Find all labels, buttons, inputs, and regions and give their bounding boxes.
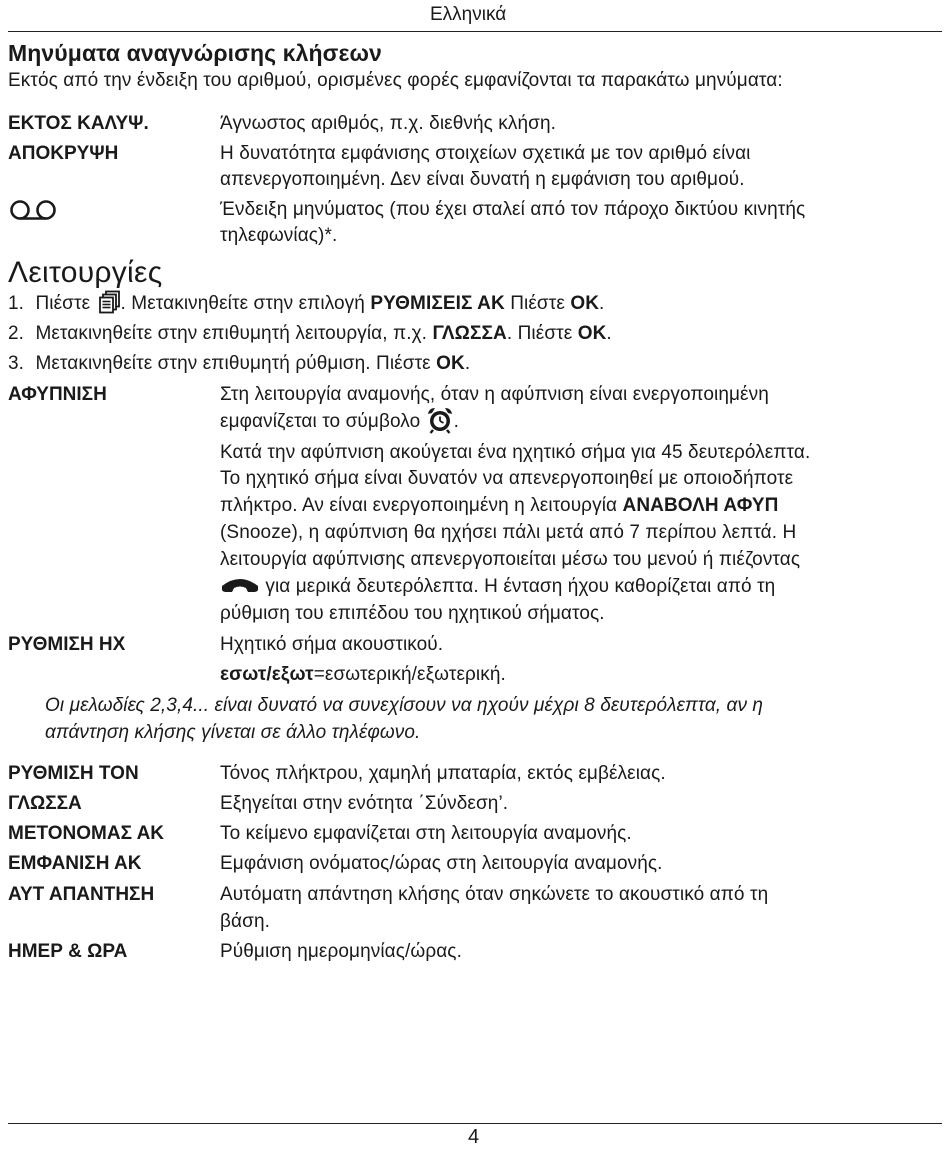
caller-msgs-intro: Εκτός από την ένδειξη του αριθμού, ορισμένες φορές εμφανίζονται τα παρακάτω μηνύματα: [8,70,783,91]
term-alarm: ΑΦΥΠΝΙΣΗ [8,384,107,405]
desc-rename: Το κείμενο εμφανίζεται στη λειτουργία αναμονής. [220,823,632,844]
step-1-post: Πιέστε [510,293,565,314]
term-display: ΕΜΦΑΝΙΣΗ ΑΚ [8,853,142,874]
alarm-line5-pre: πλήκτρο. Αν είναι ενεργοποιημένη η λειτουργία [220,495,618,516]
voicemail-icon [8,198,60,222]
header-rule [8,31,942,32]
menu-icon [99,290,121,314]
page-number: 4 [468,1126,480,1148]
caller-msgs-title: Μηνύματα αναγνώρισης κλήσεων [8,40,382,66]
desc-date-time: Ρύθμιση ημερομηνίας/ώρας. [220,941,462,962]
alarm-line3: Κατά την αφύπνιση ακούγεται ένα ηχητικό σήμα για 45 δευτερόλεπτα. [220,442,811,463]
alarm-line8 [220,575,775,599]
functions-title: Λειτουργίες [8,256,163,289]
step-2-end: . [606,323,612,344]
alarm-line6: (Snooze), η αφύπνιση θα ηχήσει πάλι μετά από 7 περίπου λεπτά. Η [220,522,797,543]
step-3-ok: OK [436,353,465,374]
desc-withheld-line2: απενεργοποιημένη. Δεν είναι δυνατή η εμφάνιση του αριθμού. [220,169,745,190]
desc-voicemail-line1: Ένδειξη μηνύματος (που έχει σταλεί από τον πάροχο δικτύου κινητής [220,199,806,220]
term-out-of-area: ΕΚΤΟΣ ΚΑΛΥΨ. [8,113,149,134]
note-line1: Οι μελωδίες 2,3,4... είναι δυνατό να συνεχίσουν να ηχούν μέχρι 8 δευτερόλεπτα, αν η [45,695,764,716]
voicemail-term [8,198,60,222]
end-call-icon [220,574,260,596]
ring-line2 [220,663,506,687]
alarm-line8-post: για μερικά δευτερόλεπτα. Η ένταση ήχου καθορίζεται από τη [260,576,776,597]
alarm-line2-post: . [453,411,460,433]
step-2-number: 2. [8,323,25,344]
desc-display: Εμφάνιση ονόματος/ώρας στη λειτουργία αναμονής. [220,853,663,874]
term-rename: ΜΕΤΟΝΟΜΑΣ ΑΚ [8,823,165,844]
desc-withheld-line1: Η δυνατότητα εμφάνισης στοιχείων σχετικά με τον αριθμό είναι [220,143,751,164]
step-2-post: . Πιέστε [506,323,573,344]
step-3-number: 3. [8,353,25,374]
term-date-time: ΗΜΕΡ & ΩΡΑ [8,941,128,962]
step-2 [8,322,612,346]
note-line2: απάντηση κλήσης γίνεται σε άλλο τηλέφωνο. [45,722,421,743]
desc-auto-answer-line2: βάση. [220,911,270,932]
alarm-clock-icon [426,406,454,434]
term-withheld: ΑΠΟΚΡΥΨΗ [8,143,119,164]
step-1-ok: OK [570,293,600,314]
step-3 [8,352,470,376]
alarm-line4: Το ηχητικό σήμα είναι δυνατόν να απενεργοποιηθεί με οποιοδήποτε [220,468,794,489]
header-language: Ελληνικά [430,4,507,25]
step-1-option: ΡΥΘΜΙΣΕΙΣ ΑΚ [370,293,505,314]
term-ring: ΡΥΘΜΙΣΗ ΗΧ [8,634,126,655]
desc-out-of-area: Άγνωστος αριθμός, π.χ. διεθνής κλήση. [220,113,557,134]
term-auto-answer: ΑΥΤ ΑΠΑΝΤΗΣΗ [8,884,155,905]
alarm-line1: Στη λειτουργία αναμονής, όταν η αφύπνιση είναι ενεργοποιημένη [220,384,769,405]
desc-language: Εξηγείται στην ενότητα ΄Σύνδεση’. [220,793,509,814]
term-language: ΓΛΩΣΣΑ [8,793,82,814]
step-2-pre: Μετακινηθείτε στην επιθυμητή λειτουργία, π.χ. [35,323,428,344]
step-2-option: ΓΛΩΣΣΑ [432,323,507,344]
step-1 [8,292,604,316]
footer-rule [8,1123,942,1124]
step-1-pre: Πιέστε [35,293,91,314]
alarm-line2-pre: εμφανίζεται το σύμβολο [220,411,421,433]
step-2-ok: OK [577,323,607,344]
desc-key-tone: Τόνος πλήκτρου, χαμηλή μπαταρία, εκτός εμβέλειας. [220,763,666,784]
desc-auto-answer-line1: Αυτόματη απάντηση κλήσης όταν σηκώνετε το ακουστικό από τη [220,884,769,905]
step-3-end: . [464,353,471,374]
alarm-snooze-option: ΑΝΑΒΟΛΗ ΑΦΥΠ [622,495,779,516]
ring-int-ext: εσωτ/εξωτ [220,664,314,685]
step-1-mid: . Μετακινηθείτε στην επιλογή [120,293,365,314]
alarm-line5 [220,494,779,518]
step-1-number: 1. [8,293,25,314]
alarm-line2 [220,410,459,434]
step-1-end: . [599,293,605,314]
step-3-pre: Μετακινηθείτε στην επιθυμητή ρύθμιση. Πιέστε [35,353,431,374]
ring-line2-post: =εσωτερική/εξωτερική. [313,664,506,685]
alarm-line7: λειτουργία αφύπνισης απενεργοποιείται μέσω του μενού ή πιέζοντας [220,549,801,570]
desc-voicemail-line2: τηλεφωνίας)*. [220,225,338,246]
alarm-line9: ρύθμιση του επιπέδου του ηχητικού σήματος. [220,603,605,624]
term-key-tone: ΡΥΘΜΙΣΗ ΤΟΝ [8,763,139,784]
ring-line1: Ηχητικό σήμα ακουστικού. [220,634,444,655]
